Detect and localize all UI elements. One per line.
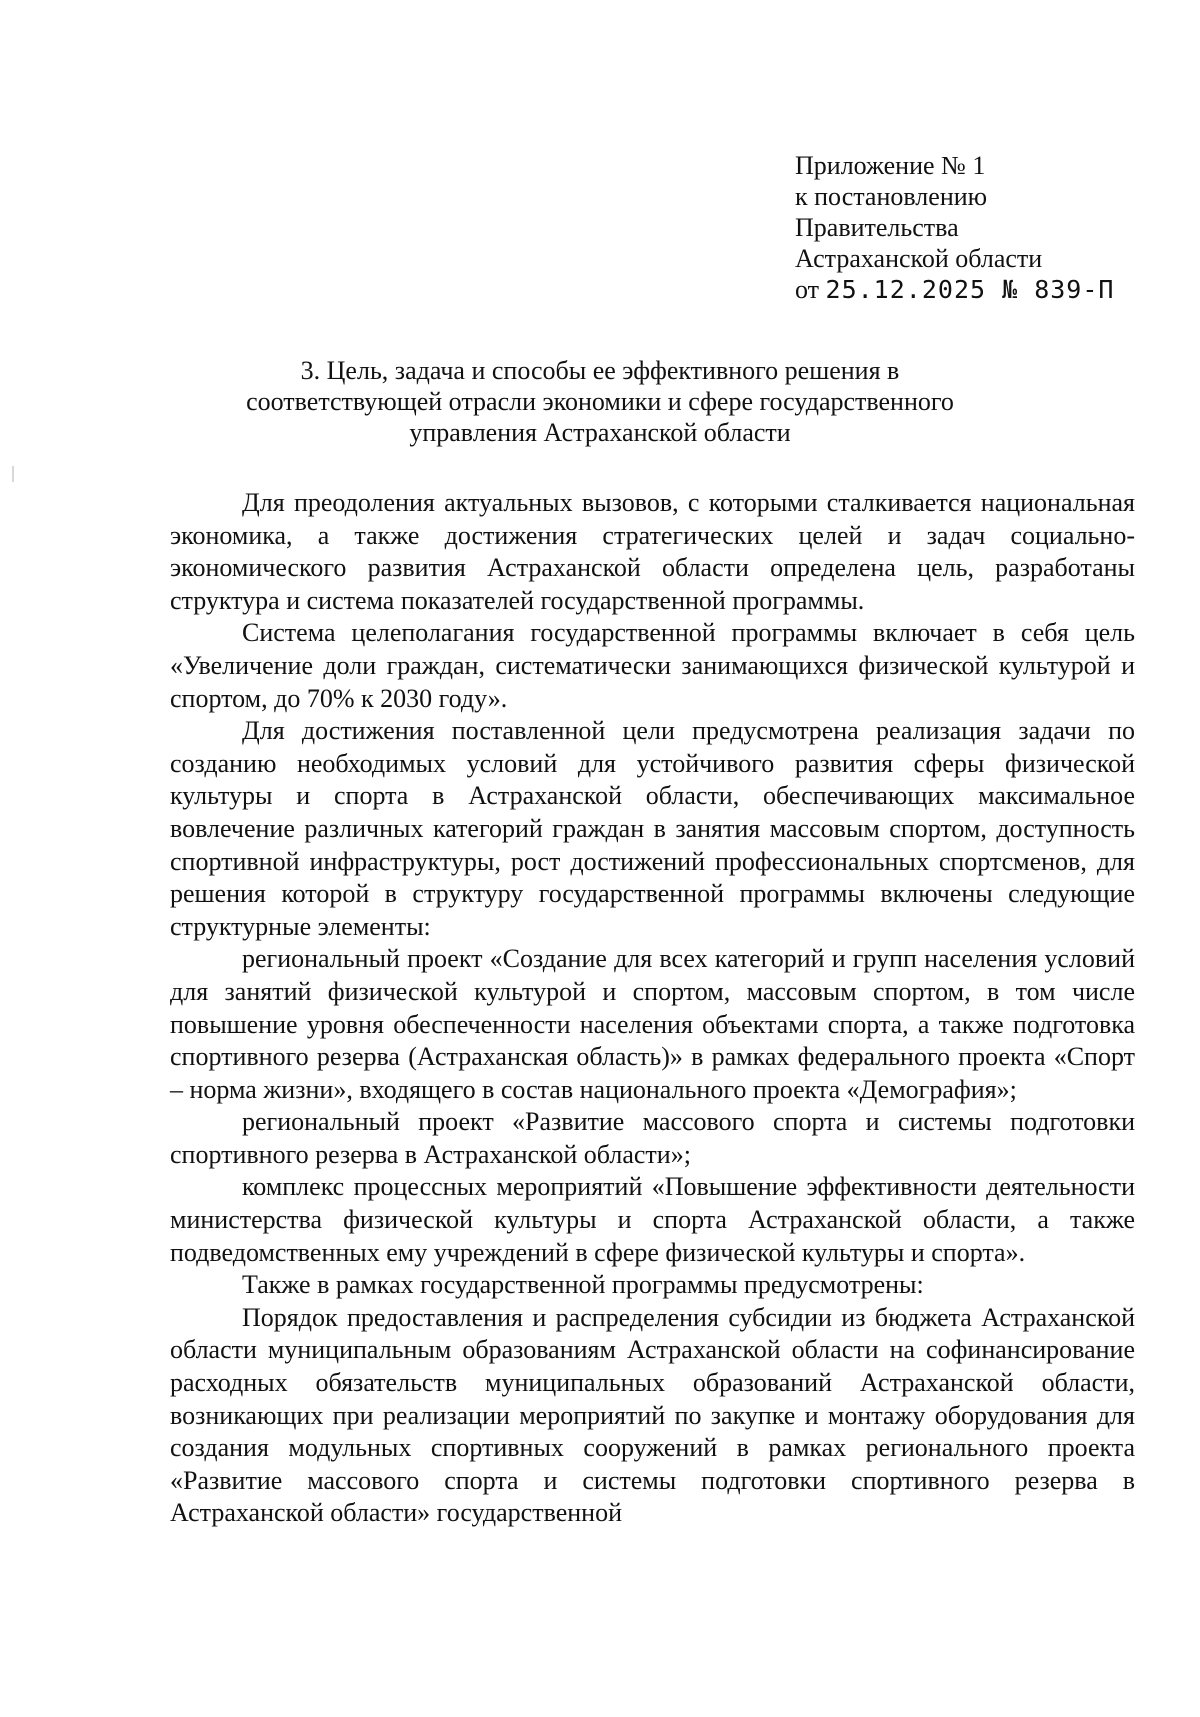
paragraph-8: Порядок предоставления и распределения субсидии из бюджета Астраханской области муниципальным образованиям Астраханской области на софинансирование расходных обязательств муниципальных образований Астраханской области, возникающих при реализации мероприятий по закупке и монтажу оборудования для создания модульных спортивных сооружений в рамках регионального проекта «Развитие массового спорта и системы подготовки спортивного резерва в Астраханской области» государственной [170,1302,1135,1528]
heading-line-3: управления Астраханской области [409,418,791,447]
appendix-date-prefix: от [795,275,826,304]
paragraph-1: Для преодоления актуальных вызовов, с которыми сталкивается национальная экономика, а также достижения стратегических целей и задач социально-экономического развития Астраханской области определена цель, разработаны структура и система показателей государственной программы. [170,488,1135,615]
appendix-line-1: Приложение № 1 [795,151,986,180]
section-heading [230,355,970,448]
heading-line-2: соответствующей отрасли экономики и сфере государственного [246,387,954,416]
paragraph-5: региональный проект «Развитие массового спорта и системы подготовки спортивного резерва в Астраханской области»; [170,1107,1135,1169]
scan-mark [12,466,14,482]
appendix-date-line [795,274,1114,305]
document-body [170,487,1135,1530]
paragraph-7: Также в рамках государственной программы предусмотрены: [242,1270,924,1300]
appendix-date-number: 25.12.2025 № 839-П [825,275,1115,304]
appendix-line-3: Правительства [795,213,959,242]
paragraph-3: Для достижения поставленной цели предусмотрена реализация задачи по созданию необходимых условий для устойчивого развития сферы физической культуры и спорта в Астраханской области, обеспечивающих максимальное вовлечение различных категорий граждан в занятия массовым спортом, доступность спортивной инфраструктуры, рост достижений профессиональных спортсменов, для решения которой в структуру государственной программы включены следующие структурные элементы: [170,716,1135,941]
appendix-line-2: к постановлению [795,182,988,211]
paragraph-6: комплекс процессных мероприятий «Повышение эффективности деятельности министерства физической культуры и спорта Астраханской области, а также подведомственных ему учреждений в сфере физической культуры и спорта». [170,1172,1135,1267]
heading-line-1: 3. Цель, задача и способы ее эффективного решения в [300,356,900,385]
paragraph-2: Система целеполагания государственной программы включает в себя цель «Увеличение доли граждан, систематически занимающихся физической культурой и спортом, до 70% к 2030 году». [170,618,1135,713]
appendix-line-4: Астраханской области [795,244,1043,273]
paragraph-4: региональный проект «Создание для всех категорий и групп населения условий для занятий физической культурой и спортом, массовым спортом, в том числе повышение уровня обеспеченности населения объектами спорта, а также подготовка спортивного резерва (Астраханская область)» в рамках федерального проекта «Спорт – норма жизни», входящего в состав национального проекта «Демография»; [170,944,1135,1104]
appendix-block [795,150,1114,305]
